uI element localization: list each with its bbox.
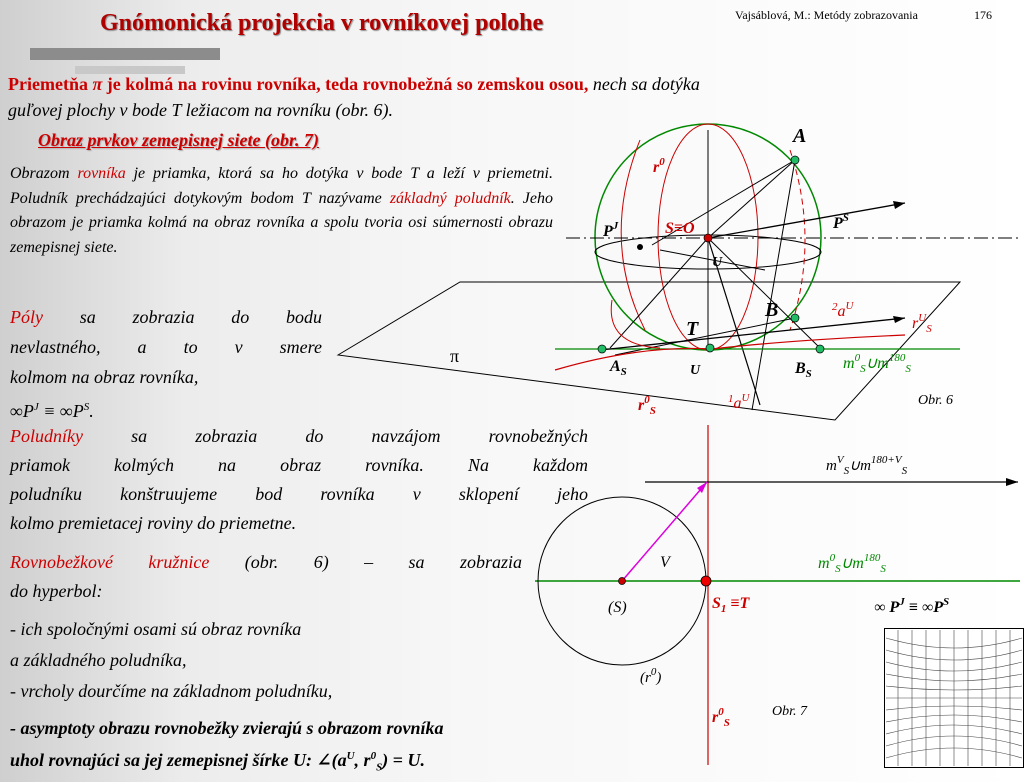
label-2au xyxy=(832,300,855,320)
inf-sup: J xyxy=(899,596,905,608)
poles-l1: sa zobrazia do bodu xyxy=(43,307,322,327)
author-citation: Vajsáblová, M.: Metódy zobrazovania xyxy=(735,8,918,22)
1au-base: a xyxy=(733,395,742,412)
ps-base: P xyxy=(833,215,843,232)
r0p-sup: 0 xyxy=(650,666,657,678)
bullet-4b: , r xyxy=(354,750,371,770)
label-so: S≡O xyxy=(665,220,695,237)
parallels-red: Rovnobežkové kružnice xyxy=(10,552,210,572)
label-bs xyxy=(794,360,812,380)
meridians-l2: priamok kolmých na obraz rovníka. Na každom xyxy=(10,455,588,475)
label-pj xyxy=(602,220,619,240)
caption-obr6: Obr. 6 xyxy=(918,393,954,408)
p1-s1: Obrazom xyxy=(10,165,78,182)
bs-base: B xyxy=(795,360,806,377)
p1-s3: . Jeho obrazom je priamka kolmá na obraz rovníka a spolu tvoria osi súmernosti obrazu zemepisnej siete. xyxy=(10,189,553,256)
m180v-sub: S xyxy=(901,465,908,477)
caption-obr7: Obr. 7 xyxy=(772,704,808,719)
s1-rest: ≡T xyxy=(726,595,750,612)
label-pi: π xyxy=(450,346,460,366)
gnomonic-grid-thumbnail xyxy=(884,628,1024,768)
f7-r0s-sub: S xyxy=(723,717,730,729)
poles-l2: nevlastného, a to v smere xyxy=(10,337,322,357)
point-a xyxy=(791,156,799,164)
label-inf-pj-ps xyxy=(874,596,949,616)
m180v-base: m xyxy=(860,458,871,474)
m0-sub: S xyxy=(860,363,866,375)
intro-red-b: je kolmá na rovinu rovníka, teda rovnobežná so zemskou osou, xyxy=(102,74,589,94)
poles-sup1: J xyxy=(33,401,39,413)
intro-red-a: Priemetňa xyxy=(8,74,93,94)
label-ps xyxy=(832,212,849,232)
intro-pi: π xyxy=(92,74,103,94)
label-r0s-fig7 xyxy=(712,706,730,729)
f7-m180-base: m xyxy=(852,555,864,572)
f7-m0-sub: S xyxy=(835,563,841,575)
meridians-l1: sa zobrazia do navzájom rovnobežných xyxy=(82,426,588,446)
rus-sub: S xyxy=(926,323,932,335)
bullet-3: - asymptoty obrazu rovnobežky zvierajú s obrazom rovníka xyxy=(10,718,444,738)
mv-sub: S xyxy=(843,465,850,477)
label-b: B xyxy=(765,299,779,321)
point-as xyxy=(598,345,606,353)
label-m0-m180-fig6 xyxy=(843,352,911,375)
fig7-point-s1 xyxy=(701,576,711,586)
pj-base: P xyxy=(603,223,613,240)
inf-rest: ≡ ∞P xyxy=(904,599,943,616)
r0p-close: ) xyxy=(656,670,662,686)
point-bs xyxy=(816,345,824,353)
meridians-red: Poludníky xyxy=(10,426,83,446)
label-r0-paren xyxy=(640,666,661,686)
m0-base: m xyxy=(843,355,855,372)
p1-r2: základný poludník xyxy=(389,189,511,207)
parallels-l2: do hyperbol: xyxy=(10,581,103,601)
f7-r0s-sup: 0 xyxy=(718,706,724,718)
poles-l4b: ≡ ∞P xyxy=(38,401,84,421)
poles-l4c: . xyxy=(89,401,94,421)
point-pj xyxy=(637,244,643,250)
subtitle: Obraz prvkov zemepisnej siete (obr. 7) xyxy=(38,130,319,150)
r0-base: r xyxy=(653,159,660,176)
ray-to-ps xyxy=(708,203,905,238)
poles-l3: kolmom na obraz rovníka, xyxy=(10,367,199,387)
r0s-sub: S xyxy=(649,405,656,417)
m180-base: m xyxy=(877,355,889,372)
point-b xyxy=(791,314,799,322)
label-u2: U xyxy=(690,363,701,378)
point-t xyxy=(706,344,714,352)
m180-sup: 180 xyxy=(888,352,906,364)
bullet-4c: ) = U. xyxy=(382,750,425,770)
f7-m180-sub: S xyxy=(880,563,886,575)
poles-sup2: S xyxy=(83,401,90,413)
1au-pre: 1 xyxy=(728,393,734,405)
label-r0 xyxy=(653,156,665,176)
label-r0s xyxy=(638,394,656,417)
meridians-l4: kolmo premietacej roviny do priemetne. xyxy=(10,513,297,533)
f7-m180-sup: 180 xyxy=(863,552,881,564)
s1-base: S xyxy=(712,595,721,612)
m180-sub: S xyxy=(905,363,911,375)
f7-r0s-base: r xyxy=(712,709,719,726)
bullet-4sub: S xyxy=(376,761,383,774)
mv-cup: ∪ xyxy=(849,458,861,474)
mv-sup: V xyxy=(836,454,844,466)
ps-sup: S xyxy=(842,212,849,224)
line-a-as xyxy=(752,160,795,410)
pj-sup: J xyxy=(612,220,619,232)
as-sub: S xyxy=(620,366,627,378)
rus-base: r xyxy=(912,315,919,332)
f7-m0-base: m xyxy=(818,555,830,572)
fig7-point-s xyxy=(619,578,626,585)
intro-black-a: nech sa dotýka xyxy=(588,74,700,94)
label-s1t xyxy=(712,595,751,615)
page-number: 176 xyxy=(974,8,992,22)
2au-sup: U xyxy=(845,300,854,312)
label-m0-m180-fig7 xyxy=(818,552,886,575)
poles-red: Póly xyxy=(10,307,43,327)
ray-to-a xyxy=(708,160,795,238)
r0s-base: r xyxy=(638,397,645,414)
m0-cup: ∪ xyxy=(865,355,878,372)
r0p-base: (r xyxy=(640,670,651,686)
p1-s2: je priamka, ktorá sa ho dotýka v bode T a leží v priemetni. Poludník prechádzajúci dotykovým bodom T nazývame xyxy=(10,165,553,207)
page-title: Gnómonická projekcia v rovníkovej polohe xyxy=(100,10,544,36)
label-mv-m180v xyxy=(826,454,908,477)
label-as xyxy=(609,358,627,378)
s1-sub: 1 xyxy=(720,603,727,615)
bullet-1: - ich spoločnými osami sú obraz rovníka xyxy=(10,619,302,639)
1au-sup: U xyxy=(741,392,750,404)
bullet-1b: a základného poludníka, xyxy=(10,650,187,670)
parallels-l1: (obr. 6) – sa zobrazia xyxy=(209,552,522,572)
poles-l4a: ∞P xyxy=(10,401,34,421)
inf-sup2: S xyxy=(942,596,950,608)
f7-m0-sup: 0 xyxy=(829,552,836,564)
bullet-4sup2: 0 xyxy=(370,750,377,762)
label-t: T xyxy=(686,318,699,340)
2au-base: a xyxy=(837,303,846,320)
arrow-ps xyxy=(893,201,905,209)
label-v: V xyxy=(660,554,670,571)
label-s: (S) xyxy=(608,599,627,616)
p1-r1: rovníka xyxy=(77,165,126,182)
rus-sup: U xyxy=(918,312,927,324)
m180v-sup: 180+V xyxy=(870,454,902,466)
point-so xyxy=(704,234,712,242)
arrow-2au xyxy=(893,316,905,323)
label-a: A xyxy=(793,125,807,147)
arrow-mv xyxy=(1006,478,1018,486)
mv-base: m xyxy=(826,458,837,474)
f7-cup: ∪ xyxy=(840,555,853,572)
intro-line2: guľovej plochy v bode T ležiacom na rovníku (obr. 6). xyxy=(8,100,393,120)
meridians-l3: poludníku konštruujeme bod rovníka v sklopení jeho xyxy=(10,484,588,504)
r0-sup: 0 xyxy=(659,156,665,168)
bullet-2: - vrcholy dourčíme na základnom poludníku, xyxy=(10,681,333,701)
r0s-sup: 0 xyxy=(644,394,650,406)
label-u: U xyxy=(712,255,723,270)
m0-sup: 0 xyxy=(854,352,861,364)
meridian-arc-left xyxy=(621,140,645,330)
2au-pre: 2 xyxy=(832,301,838,313)
as-base: A xyxy=(610,358,621,375)
bullet-4a: uhol rovnajúci sa jej zemepisnej šírke U: ∠(a xyxy=(10,750,347,770)
bullet-4sup: U xyxy=(346,750,355,762)
inf-base: ∞ P xyxy=(874,599,900,616)
bs-sub: S xyxy=(805,368,812,380)
